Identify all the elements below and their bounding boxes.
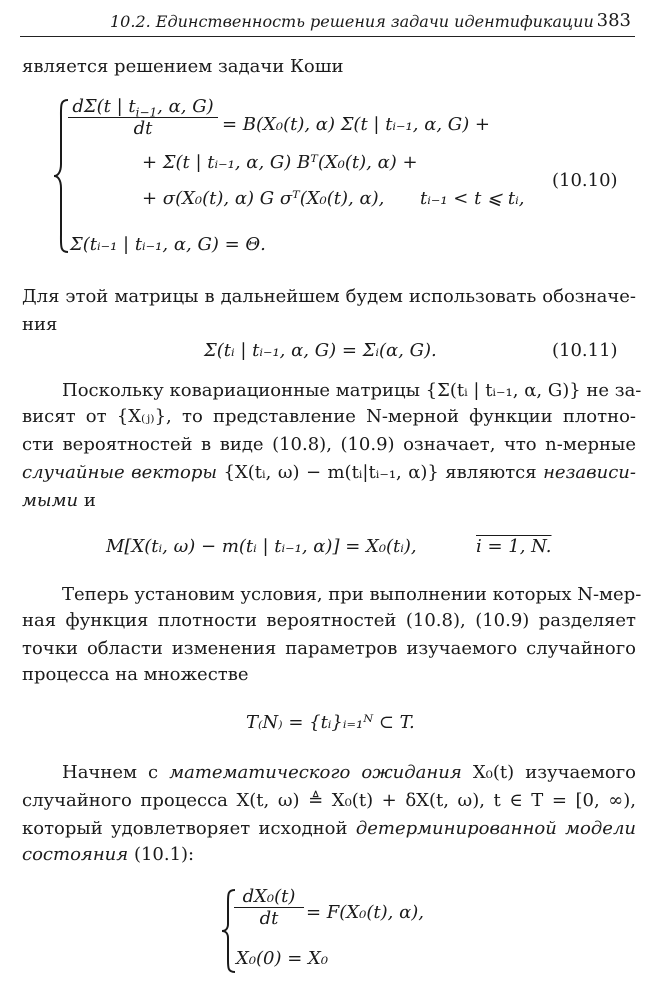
equation-condition: tᵢ₋₁ < t ⩽ tᵢ, <box>420 188 525 209</box>
fraction-denominator: dt <box>133 118 153 139</box>
paragraph-line: процесса на множестве <box>22 664 249 685</box>
paragraph-line: ния <box>22 314 58 335</box>
paragraph-line: ная функция плотности вероятностей (10.8), (10.9) разделяет <box>22 610 636 631</box>
fraction-numerator-tail: , α, G) <box>157 96 214 117</box>
inline-text: {X(tᵢ, ω) − m(tᵢ|tᵢ₋₁, α)} являются <box>223 462 537 483</box>
fraction-numerator-subscript: i−1 <box>135 105 158 120</box>
italic-term: детерминированной модели <box>355 818 636 839</box>
equation-row: + σ(X₀(t), α) G σᵀ(X₀(t), α), <box>142 188 385 209</box>
inline-text: X₀(t) изучаемого <box>472 762 636 783</box>
fraction-dsigma-dt <box>68 96 218 139</box>
italic-term: независи- <box>543 462 636 483</box>
paragraph-line <box>62 762 636 784</box>
fraction-numerator: dX₀(t) <box>234 886 304 908</box>
fraction-dx0-dt <box>234 886 304 929</box>
running-head <box>20 6 635 37</box>
inline-text: который удовлетворяет исходной <box>22 818 348 839</box>
equation-number: (10.10) <box>552 170 618 191</box>
italic-term: состояния <box>22 844 129 865</box>
equation-row: = F(X₀(t), α), <box>306 902 424 923</box>
equation-formula: Σ(tᵢ | tᵢ₋₁, α, G) = Σᵢ(α, G). <box>204 340 437 361</box>
paragraph-line: точки области изменения параметров изучаемого случайного <box>22 638 636 659</box>
paragraph-line: Для этой матрицы в дальнейшем будем использовать обозначе- <box>22 286 636 307</box>
inline-text: Начнем с <box>62 762 159 783</box>
paragraph-line <box>22 818 636 840</box>
italic-term: случайные векторы <box>22 462 218 483</box>
equation-row: Σ(tᵢ₋₁ | tᵢ₋₁, α, G) = Θ. <box>70 234 266 255</box>
italic-term: мыми <box>22 490 79 511</box>
paragraph-line: Поскольку ковариационные матрицы {Σ(tᵢ | tᵢ₋₁, α, G)} не за- <box>62 380 642 401</box>
paragraph-line: сти вероятностей в виде (10.8), (10.9) означает, что n-мерные <box>22 434 636 455</box>
equation-index: i = 1, N. <box>476 536 552 557</box>
paragraph-line: висят от {X₍ⱼ₎}, то представление N-мерной функции плотно- <box>22 406 636 427</box>
paragraph-line: случайного процесса X(t, ω) ≜ X₀(t) + δX(t, ω), t ∈ T = [0, ∞), <box>22 790 636 811</box>
equation-formula: M[X(tᵢ, ω) − m(tᵢ | tᵢ₋₁, α)] = X₀(tᵢ), <box>106 536 417 557</box>
page-number: 383 <box>596 10 631 31</box>
inline-text: (10.1): <box>133 844 195 865</box>
equation-row: = B(X₀(t), α) Σ(t | tᵢ₋₁, α, G) + <box>222 114 491 135</box>
fraction-denominator: dt <box>259 908 279 929</box>
paragraph-line <box>22 490 96 512</box>
paragraph-line <box>22 462 636 484</box>
fraction-numerator: dΣ(t | t <box>72 96 136 117</box>
equation-row: X₀(0) = X₀ <box>236 948 329 969</box>
section-title: 10.2. Единственность решения задачи идентификации <box>110 12 594 31</box>
italic-term: математического ожидания <box>169 762 462 783</box>
paragraph-line: Теперь установим условия, при выполнении которых N-мер- <box>62 584 642 605</box>
equation-number: (10.11) <box>552 340 618 361</box>
inline-text: и <box>83 490 96 511</box>
paragraph-line <box>22 844 194 866</box>
equation-formula: T₍N₎ = {tᵢ}ᵢ₌₁ᴺ ⊂ T. <box>246 712 415 733</box>
equation-row: + Σ(t | tᵢ₋₁, α, G) Bᵀ(X₀(t), α) + <box>142 152 418 173</box>
paragraph-line: является решением задачи Коши <box>22 56 344 77</box>
